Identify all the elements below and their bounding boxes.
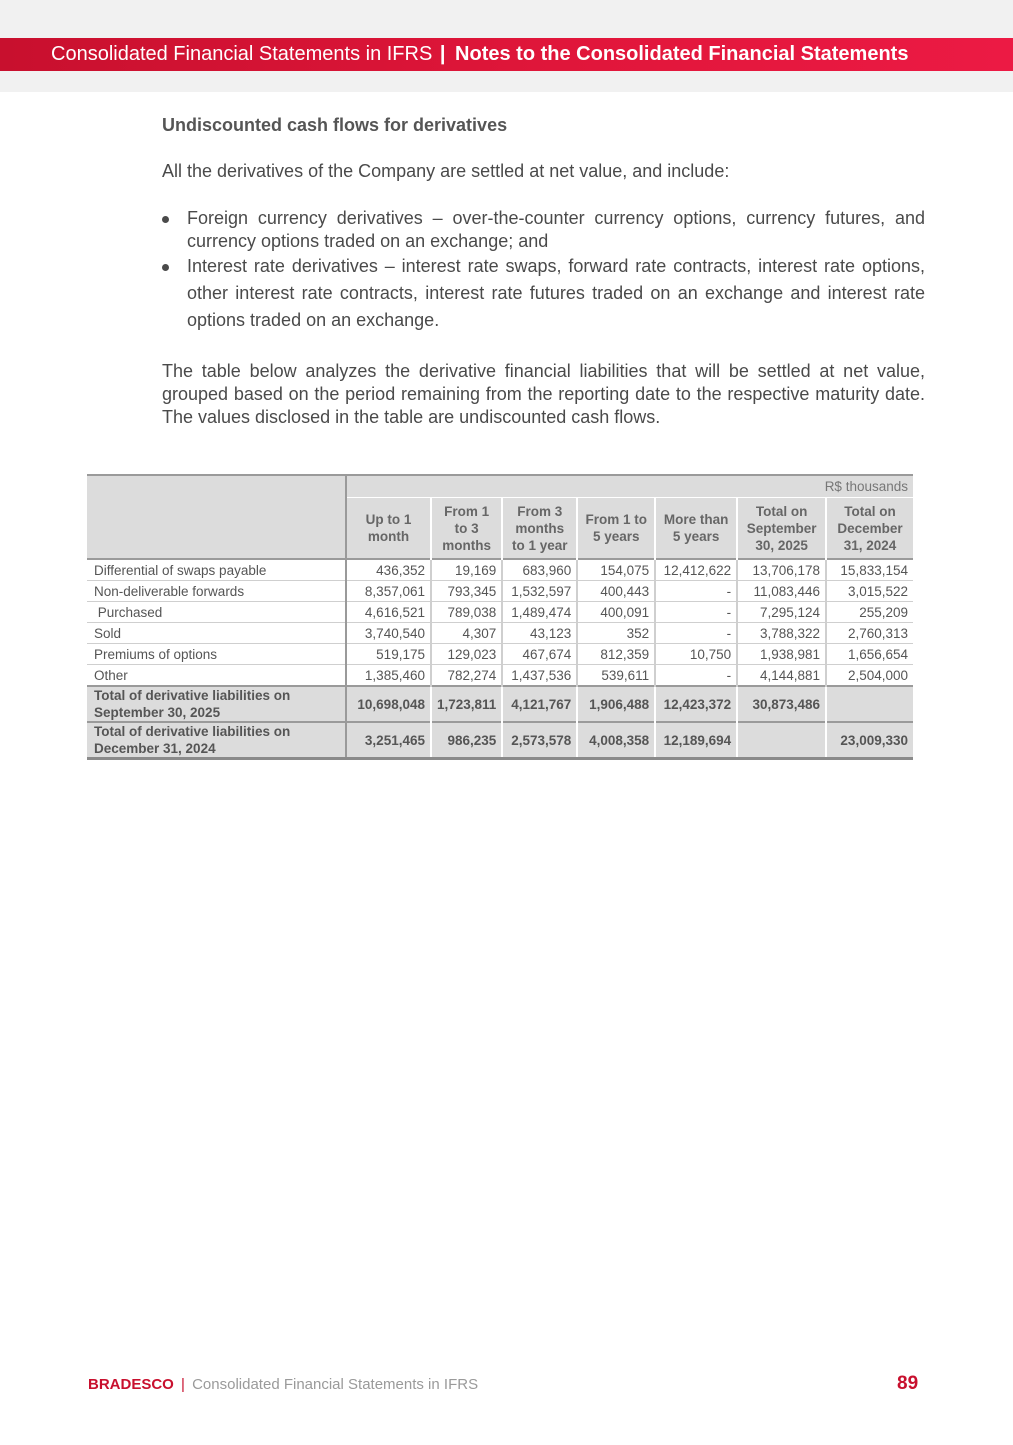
table-cell: 539,611 xyxy=(577,665,655,687)
table-cell: 436,352 xyxy=(346,559,431,581)
table-cell: 10,698,048 xyxy=(346,686,431,722)
table-cell: 43,123 xyxy=(502,623,577,644)
table-cell: 352 xyxy=(577,623,655,644)
row-label: Non-deliverable forwards xyxy=(87,581,346,602)
table-cell: 4,616,521 xyxy=(346,602,431,623)
table-row xyxy=(87,581,913,602)
table-cell: 129,023 xyxy=(431,644,502,665)
table-cell: - xyxy=(655,581,737,602)
header-bar xyxy=(0,38,1013,71)
row-label: Total of derivative liabilities on September 30, 2025 xyxy=(87,686,346,722)
unit-row xyxy=(87,475,913,498)
table-cell: 8,357,061 xyxy=(346,581,431,602)
bullet-list xyxy=(162,207,925,334)
column-header: From 3 months to 1 year xyxy=(502,498,577,560)
bullet-text: Foreign currency derivatives – over-the-counter currency options, currency futures, and currency options traded on an exchange; and xyxy=(187,208,925,251)
bullet-dot-icon xyxy=(162,216,169,223)
bullet-text: Interest rate derivatives – interest rate swaps, forward rate contracts, interest rate options, other interest rate contracts, interest rate futures traded on an exchange and interest rate options traded on an exchange. xyxy=(187,256,925,330)
table-cell: - xyxy=(655,602,737,623)
table-cell: 400,091 xyxy=(577,602,655,623)
table-cell: 23,009,330 xyxy=(826,722,913,759)
total-row xyxy=(87,686,913,722)
table-cell: 12,412,622 xyxy=(655,559,737,581)
table-cell: 15,833,154 xyxy=(826,559,913,581)
table-cell: 1,656,654 xyxy=(826,644,913,665)
table-row xyxy=(87,559,913,581)
table-row xyxy=(87,644,913,665)
row-label: Premiums of options xyxy=(87,644,346,665)
header-separator: | xyxy=(439,43,446,65)
table-cell: - xyxy=(655,665,737,687)
table-cell: 12,423,372 xyxy=(655,686,737,722)
table-cell: 400,443 xyxy=(577,581,655,602)
column-header: From 1 to 3 months xyxy=(431,498,502,560)
column-header: Up to 1 month xyxy=(346,498,431,560)
table-cell: 1,723,811 xyxy=(431,686,502,722)
table-cell: 986,235 xyxy=(431,722,502,759)
table-cell: 255,209 xyxy=(826,602,913,623)
row-label: Total of derivative liabilities on December 31, 2024 xyxy=(87,722,346,759)
corner-cell xyxy=(87,475,346,559)
table-cell: 782,274 xyxy=(431,665,502,687)
table-cell: 683,960 xyxy=(502,559,577,581)
bullet-dot-icon xyxy=(162,264,169,271)
section-title: Undiscounted cash flows for derivatives xyxy=(162,115,508,135)
total-row xyxy=(87,722,913,759)
table-cell: 793,345 xyxy=(431,581,502,602)
table-cell: 30,873,486 xyxy=(737,686,826,722)
table-cell: 154,075 xyxy=(577,559,655,581)
table-cell: 3,251,465 xyxy=(346,722,431,759)
footer-brand: BRADESCO xyxy=(88,1376,174,1393)
table-cell: 3,740,540 xyxy=(346,623,431,644)
table-cell xyxy=(737,722,826,759)
row-label: Differential of swaps payable xyxy=(87,559,346,581)
table-cell: 10,750 xyxy=(655,644,737,665)
table-cell: 3,788,322 xyxy=(737,623,826,644)
table-cell: 519,175 xyxy=(346,644,431,665)
table-cell: 812,359 xyxy=(577,644,655,665)
header-subtitle: Notes to the Consolidated Financial Statements xyxy=(455,43,909,65)
column-header: From 1 to 5 years xyxy=(577,498,655,560)
table-cell: 2,760,313 xyxy=(826,623,913,644)
table-cell: 12,189,694 xyxy=(655,722,737,759)
table-cell: 11,083,446 xyxy=(737,581,826,602)
table-cell: - xyxy=(655,623,737,644)
bullet-item xyxy=(162,253,925,334)
intro-paragraph: All the derivatives of the Company are settled at net value, and include: xyxy=(162,161,730,181)
page-number: 89 xyxy=(897,1373,919,1394)
table-cell: 2,504,000 xyxy=(826,665,913,687)
row-label: Purchased xyxy=(87,602,346,623)
table-cell: 4,121,767 xyxy=(502,686,577,722)
table-cell: 19,169 xyxy=(431,559,502,581)
table-row xyxy=(87,665,913,687)
table-cell: 1,532,597 xyxy=(502,581,577,602)
column-header: Total on September 30, 2025 xyxy=(737,498,826,560)
header-inner xyxy=(51,38,908,71)
row-label: Sold xyxy=(87,623,346,644)
table-cell: 4,144,881 xyxy=(737,665,826,687)
table-row xyxy=(87,623,913,644)
analysis-paragraph: The table below analyzes the derivative financial liabilities that will be settled at net value, grouped based on the period remaining from the reporting date to the respective maturity date. The values disclosed in the table are undiscounted cash flows. xyxy=(162,361,925,427)
table-cell: 13,706,178 xyxy=(737,559,826,581)
table-cell: 2,573,578 xyxy=(502,722,577,759)
bullet-item xyxy=(162,207,925,253)
table-cell: 1,906,488 xyxy=(577,686,655,722)
table-cell: 1,489,474 xyxy=(502,602,577,623)
table-cell: 789,038 xyxy=(431,602,502,623)
column-header: More than 5 years xyxy=(655,498,737,560)
header-title: Consolidated Financial Statements in IFRS xyxy=(51,43,433,65)
table-row xyxy=(87,602,913,623)
content xyxy=(162,114,925,429)
table-cell: 1,938,981 xyxy=(737,644,826,665)
table-cell: 4,008,358 xyxy=(577,722,655,759)
unit-label: R$ thousands xyxy=(346,475,913,498)
table-cell: 1,437,536 xyxy=(502,665,577,687)
table-cell: 1,385,460 xyxy=(346,665,431,687)
table-cell: 467,674 xyxy=(502,644,577,665)
row-label: Other xyxy=(87,665,346,687)
table-cell: 4,307 xyxy=(431,623,502,644)
footer-text: Consolidated Financial Statements in IFRS xyxy=(192,1376,479,1393)
column-header: Total on December 31, 2024 xyxy=(826,498,913,560)
footer-separator: | xyxy=(181,1376,185,1393)
table-cell: 3,015,522 xyxy=(826,581,913,602)
derivatives-table xyxy=(87,474,913,760)
footer xyxy=(88,1376,478,1393)
table-cell: 7,295,124 xyxy=(737,602,826,623)
table-cell xyxy=(826,686,913,722)
